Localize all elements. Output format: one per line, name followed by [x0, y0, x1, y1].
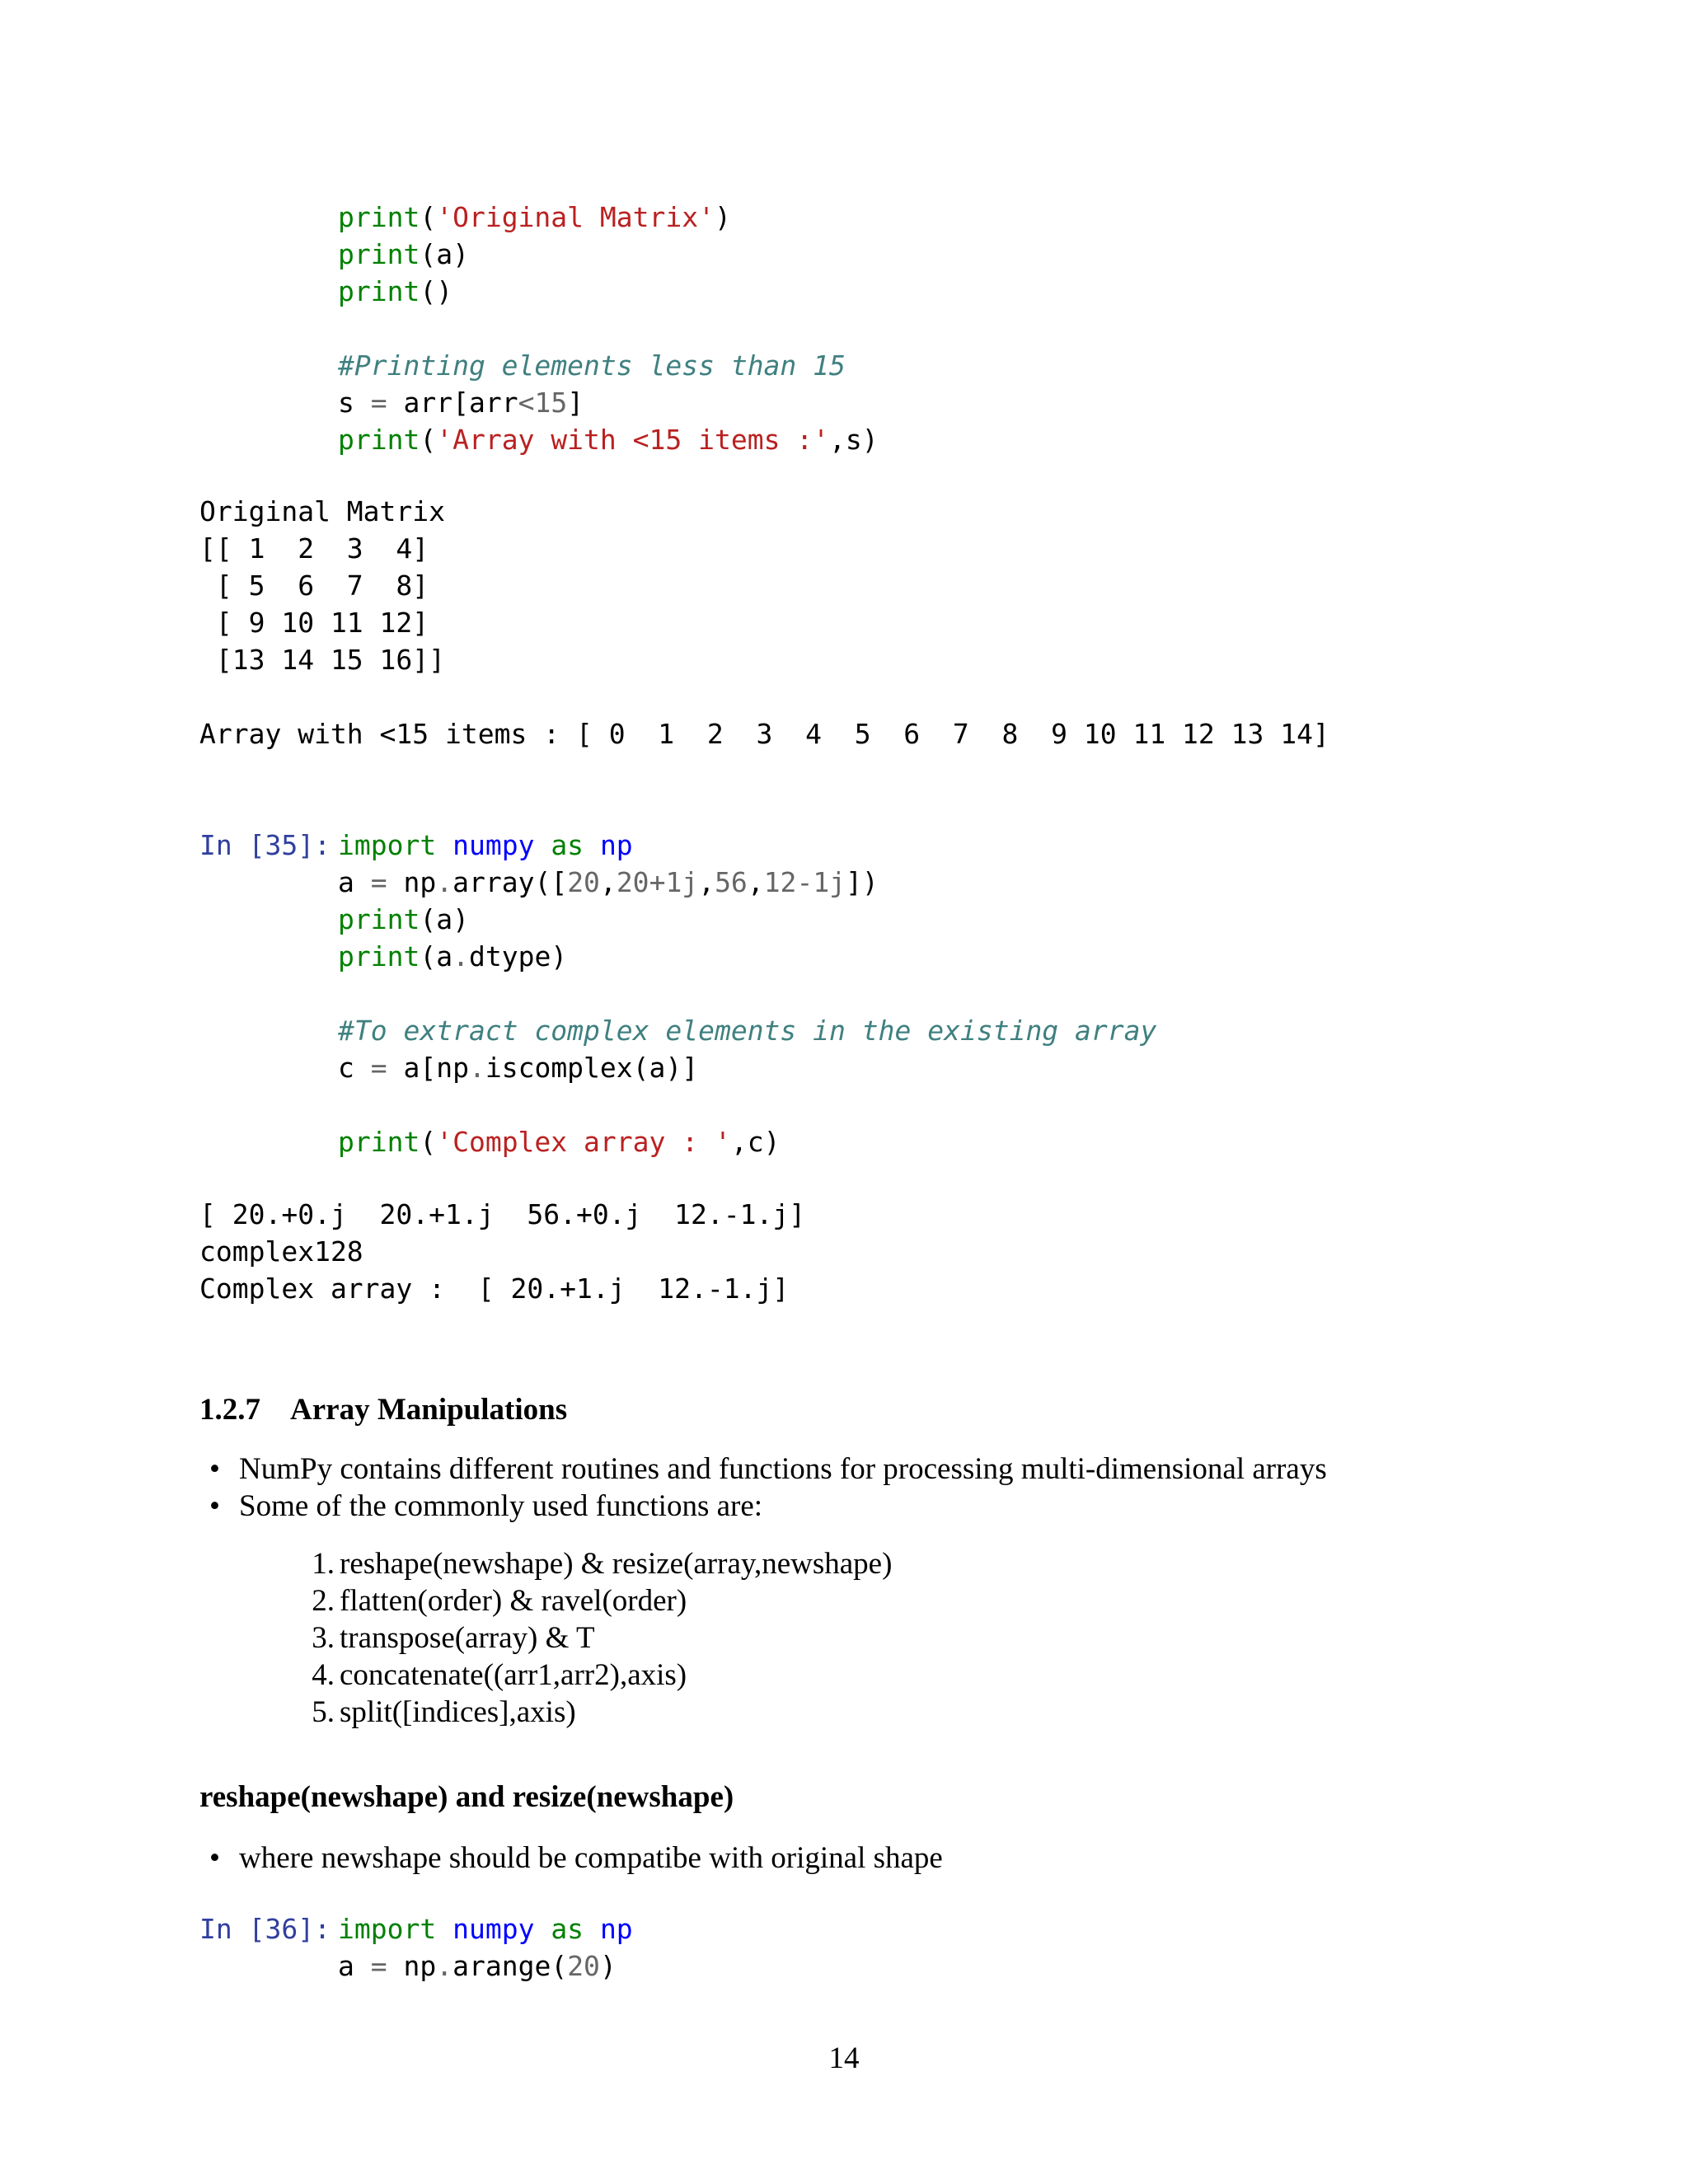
code-token: a	[338, 1950, 371, 1982]
code-token: dtype)	[468, 940, 568, 972]
code-token: numpy	[452, 829, 535, 861]
bullet-dot-icon: •	[209, 1452, 220, 1486]
code-token: =	[370, 1052, 387, 1084]
list-item-number: 1.	[312, 1547, 335, 1581]
code-token: a[np	[387, 1052, 469, 1084]
list-item	[312, 1694, 892, 1731]
code-token	[436, 829, 452, 861]
code-token: np	[599, 1913, 633, 1945]
code-line	[338, 421, 879, 458]
bullet-dot-icon: •	[209, 1841, 220, 1875]
code-token: .	[452, 940, 469, 972]
output-line: [ 5 6 7 8]	[199, 569, 429, 602]
code-token: arange(	[452, 1950, 568, 1982]
code-token: np	[387, 1950, 437, 1982]
code-token: 1j	[813, 866, 846, 898]
list-item-text: concatenate((arr1,arr2),axis)	[340, 1658, 687, 1692]
code-line	[338, 199, 879, 236]
code-token: 15	[534, 387, 568, 419]
code-token	[534, 1913, 551, 1945]
code-token: print	[338, 1126, 420, 1158]
code-token: 12	[763, 866, 797, 898]
code-line	[338, 1049, 1156, 1086]
list-item-number: 2.	[312, 1584, 335, 1618]
list-item-number: 5.	[312, 1695, 335, 1729]
output-line: [[ 1 2 3 4]	[199, 532, 429, 565]
output-line: [ 20.+0.j 20.+1.j 56.+0.j 12.-1.j]	[199, 1198, 806, 1230]
code-token: s	[338, 387, 371, 419]
code-token: as	[551, 1913, 584, 1945]
code-cell-top	[338, 199, 879, 458]
code-token: c	[338, 1052, 371, 1084]
code-token: 'Original Matrix'	[436, 201, 715, 233]
code-token	[584, 829, 600, 861]
code-token	[436, 1913, 452, 1945]
code-token: (	[420, 424, 437, 456]
bullet-text: NumPy contains different routines and functions for processing multi-dimensional arrays	[239, 1452, 1327, 1486]
code-token: print	[338, 238, 420, 270]
bullet-item	[209, 1840, 943, 1877]
page-number: 14	[828, 2041, 860, 2075]
list-item-text: reshape(newshape) & resize(array,newshape)	[340, 1547, 893, 1581]
code-token: )	[599, 1950, 617, 1982]
list-item-text: transpose(array) & T	[340, 1621, 595, 1655]
cell-prompt-36: In [36]:	[199, 1913, 331, 1945]
output-top	[199, 493, 1329, 752]
code-token: iscomplex(a)]	[485, 1052, 699, 1084]
code-token	[534, 829, 551, 861]
code-cell-36	[338, 1910, 633, 1985]
code-line	[338, 975, 1156, 1012]
code-token: ,	[747, 866, 764, 898]
code-line	[338, 864, 1156, 901]
code-token: arr[arr	[387, 387, 518, 419]
output-line: [13 14 15 16]]	[199, 644, 446, 676]
code-line	[338, 827, 1156, 864]
code-token: numpy	[452, 1913, 535, 1945]
code-token: print	[338, 201, 420, 233]
code-token: (	[420, 1126, 437, 1158]
code-line	[338, 384, 879, 421]
code-token: import	[338, 1913, 437, 1945]
code-line	[338, 938, 1156, 975]
code-line	[338, 1947, 633, 1985]
code-token: ])	[846, 866, 879, 898]
bullet-text: where newshape should be compatibe with original shape	[239, 1841, 943, 1875]
bullet-list-intro	[209, 1451, 1327, 1525]
code-line	[338, 310, 879, 347]
code-token: (	[420, 201, 437, 233]
code-line	[338, 1123, 1156, 1160]
code-token: <	[518, 387, 535, 419]
code-token: (a)	[420, 238, 469, 270]
code-token: #Printing elements less than 15	[338, 349, 846, 382]
code-token: print	[338, 275, 420, 307]
code-token: ,s)	[829, 424, 879, 456]
output-line: [ 9 10 11 12]	[199, 607, 429, 639]
code-token: 1j	[665, 866, 699, 898]
code-token: np	[387, 866, 437, 898]
code-token: 56	[715, 866, 748, 898]
code-token: (a	[420, 940, 453, 972]
bullet-item	[209, 1488, 1327, 1525]
code-token: ]	[567, 387, 584, 419]
output-line: Complex array : [ 20.+1.j 12.-1.j]	[199, 1272, 790, 1305]
output-line: complex128	[199, 1235, 363, 1268]
code-token: =	[370, 1950, 387, 1982]
code-token: .	[468, 1052, 485, 1084]
code-cell-35	[338, 827, 1156, 1160]
code-line	[338, 273, 879, 310]
functions-list	[312, 1545, 893, 1731]
code-token: 20	[567, 1950, 600, 1982]
code-token: array([	[452, 866, 568, 898]
code-token: np	[599, 829, 633, 861]
code-token: print	[338, 424, 420, 456]
code-token: import	[338, 829, 437, 861]
bullet-item	[209, 1451, 1327, 1488]
code-token: (a)	[420, 903, 469, 935]
code-token: ,c)	[730, 1126, 781, 1158]
output-line: Array with <15 items : [ 0 1 2 3 4 5 6 7 8 9 10 11 12 13 14]	[199, 718, 1329, 750]
list-item-text: split([indices],axis)	[340, 1695, 576, 1729]
code-line	[338, 347, 879, 384]
code-token: ()	[420, 275, 453, 307]
code-token: a	[338, 866, 371, 898]
code-token: =	[370, 387, 387, 419]
code-token: )	[714, 201, 731, 233]
code-token: =	[370, 866, 387, 898]
section-title: Array Manipulations	[290, 1393, 568, 1427]
list-item-number: 4.	[312, 1658, 335, 1692]
list-item	[312, 1657, 892, 1694]
bullet-text: Some of the commonly used functions are:	[239, 1489, 763, 1523]
code-line	[338, 1910, 633, 1947]
code-token: 20	[616, 866, 649, 898]
section-number: 1.2.7	[199, 1393, 260, 1427]
subheading-reshape: reshape(newshape) and resize(newshape)	[199, 1780, 734, 1814]
bullet-dot-icon: •	[209, 1489, 220, 1523]
code-token: 'Complex array : '	[436, 1126, 731, 1158]
code-token: .	[436, 866, 453, 898]
bullet-list-reshape	[209, 1840, 943, 1877]
code-token: ,	[599, 866, 617, 898]
list-item	[312, 1545, 893, 1582]
code-token: as	[551, 829, 584, 861]
code-token: ,	[698, 866, 715, 898]
list-item-number: 3.	[312, 1621, 335, 1655]
code-token: 'Array with <15 items :'	[436, 424, 830, 456]
code-token: print	[338, 940, 420, 972]
code-line	[338, 1012, 1156, 1049]
code-token: 20	[567, 866, 600, 898]
list-item	[312, 1582, 892, 1619]
code-token: #To extract complex elements in the existing array	[338, 1015, 1157, 1047]
code-token: .	[436, 1950, 453, 1982]
list-item-text: flatten(order) & ravel(order)	[340, 1584, 687, 1618]
code-line	[338, 901, 1156, 938]
code-line	[338, 1086, 1156, 1123]
cell-prompt-35: In [35]:	[199, 829, 331, 861]
output-35	[199, 1196, 805, 1307]
code-token: +	[649, 866, 666, 898]
list-item	[312, 1619, 892, 1657]
output-line: Original Matrix	[199, 495, 446, 527]
code-token: print	[338, 903, 420, 935]
section-heading	[199, 1391, 567, 1428]
code-token	[584, 1913, 600, 1945]
code-line	[338, 236, 879, 273]
output-line	[199, 678, 1329, 715]
code-token: -	[796, 866, 814, 898]
